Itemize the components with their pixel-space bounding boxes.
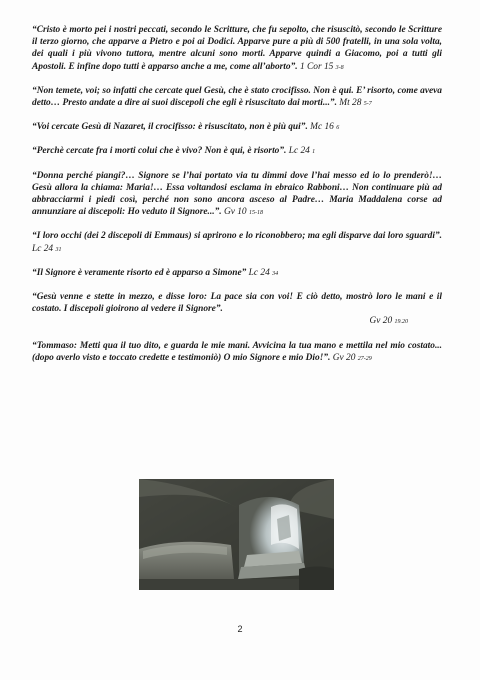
quotes-list [32, 24, 442, 376]
quote-text: “I loro occhi (dei 2 discepoli di Emmaus) si aprirono e lo riconobbero; ma egli disparve dai loro sguardi”. [32, 231, 442, 242]
quote-lc-24-1 [32, 145, 442, 158]
quote-reference: Gv 20 27-29 [332, 352, 372, 363]
quote-gv-20-27 [32, 340, 442, 365]
quote-gv-20-19 [32, 291, 442, 329]
quote-1-cor-15 [32, 24, 442, 74]
quote-text: “Cristo è morto pei i nostri peccati, secondo le Scritture, che fu sepolto, che risuscitò, secondo le Scritture il terzo giorno, che apparve a Pietro e poi ai Dodici. Apparve pure a più di 500 fratelli, in una sola volta, dei quali i più vivono tuttora, mentre alcuni sono morti. Apparve quindi a Giacomo, poi a tutti gli Apostoli. E infine dopo tutti è apparso anche a me, come all’aborto”. [32, 25, 442, 72]
quote-text: “Non temete, voi; so infatti che cercate quel Gesù, che è stato crocifisso. Non è qui. E’ risorto, come aveva detto… Presto andate a dire ai suoi discepoli che egli è risuscitato dai morti...”. [32, 85, 442, 109]
quote-reference: Mc 16 6 [310, 122, 340, 133]
quote-text: “Voi cercate Gesù di Nazaret, il crocifisso: è risuscitato, non è più qui”. [32, 122, 308, 133]
quote-reference: 1 Cor 15 3-8 [299, 61, 344, 72]
quote-reference: Lc 24 31 [32, 243, 62, 254]
quote-lc-24-34 [32, 267, 442, 280]
quote-text: “Il Signore è veramente risorto ed è apparso a Simone” [32, 267, 247, 278]
quote-reference: Lc 24 34 [248, 267, 279, 278]
page-number: 2 [237, 624, 243, 634]
quote-text: “Tommaso: Metti qua il tuo dito, e guarda le mie mani. Avvicina la tua mano e mettila nel mio costato...(dopo averlo visto e toccato credette e testimoniò) O mio Signore e mio Dio!”. [32, 340, 442, 363]
quote-mc-16 [32, 121, 442, 134]
quote-reference: Lc 24 1 [288, 146, 316, 157]
empty-tomb-photo [139, 479, 334, 590]
quote-gv-10 [32, 170, 442, 220]
quote-text: “Donna perché piangi?… Signore se l’hai portato via tu dimmi dove l’hai messo ed io lo prenderò!… Gesù allora la chiama: Maria!… Essa voltandosi esclama in ebraico Rabboni… Non continuare più ad abbracciarmi i piedi così, perché non sono ancora asceso al Padre… Maria Maddalena corse ad annunziare ai discepoli: Ho veduto il Signore...”. [32, 170, 442, 218]
quote-text: “Gesù venne e stette in mezzo, e disse loro: La pace sia con voi! E ciò detto, mostrò loro le mani e il costato. I discepoli gioirono al vedere il Signore”. [32, 292, 442, 315]
quote-lc-24-31 [32, 230, 442, 255]
quote-reference: Gv 20 19.20 [369, 316, 408, 327]
quote-text: “Perchè cercate fra i morti colui che è vivo? Non è qui, è risorto”. [32, 146, 287, 157]
quote-reference: Gv 10 15-18 [223, 207, 263, 218]
quote-mt-28 [32, 85, 442, 110]
quote-reference: Mt 28 5-7 [339, 98, 372, 109]
